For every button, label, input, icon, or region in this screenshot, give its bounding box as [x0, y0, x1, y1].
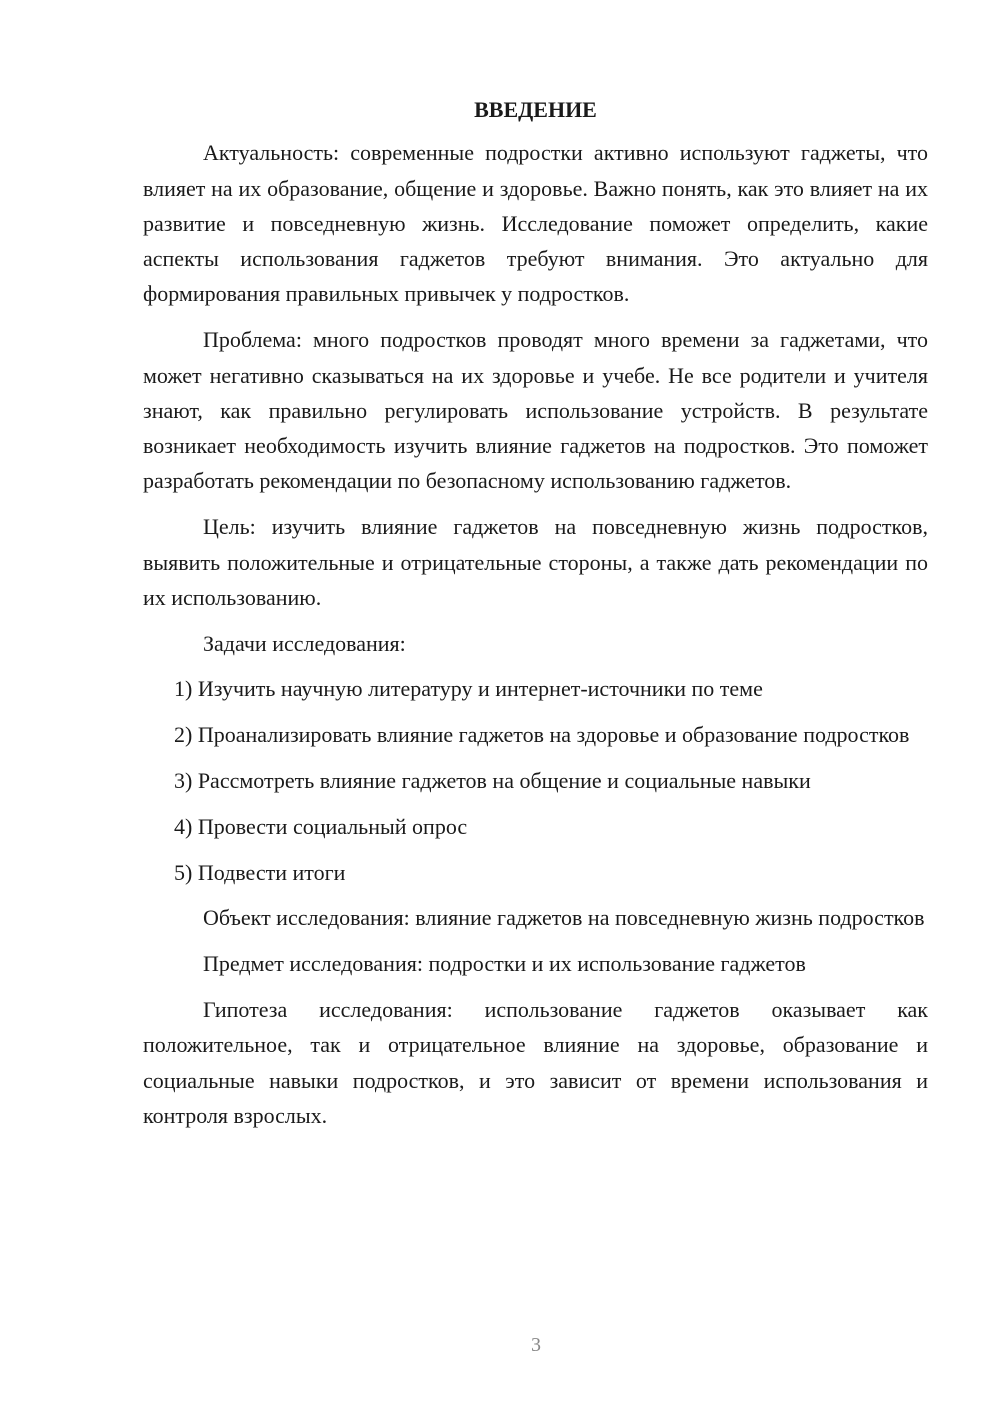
section-title: ВВЕДЕНИЕ	[474, 97, 597, 122]
page-number: 3	[531, 1334, 541, 1356]
document-page	[143, 92, 928, 1144]
paragraph-tasks-heading: Задачи исследования:	[203, 630, 406, 656]
paragraph-subject: Предмет исследования: подростки и их использование гаджетов	[203, 951, 806, 977]
paragraph-relevance: Актуальность: современные подростки активно используют гаджеты, что влияет на их образование, общение и здоровье. Важно понять, как это влияет на их развитие и повседневную жизнь. Исследование поможет определить, какие аспекты использования гаджетов требуют внимания. Это актуально для формирования правильных привычек у подростков.	[143, 140, 928, 307]
task-item: 1) Изучить научную литературу и интернет-источники по теме	[174, 676, 763, 702]
task-item: 3) Рассмотреть влияние гаджетов на общение и социальные навыки	[174, 768, 811, 794]
paragraph-goal: Цель: изучить влияние гаджетов на повседневную жизнь подростков, выявить положительные и отрицательные стороны, а также дать рекомендации по их использованию.	[143, 514, 928, 610]
task-item: 2) Проанализировать влияние гаджетов на здоровье и образование подростков	[174, 722, 910, 748]
paragraph-problem: Проблема: много подростков проводят много времени за гаджетами, что может негативно сказываться на их здоровье и учебе. Не все родители и учителя знают, как правильно регулировать использование устройств. В результате возникает необходимость изучить влияние гаджетов на подростков. Это поможет разработать рекомендации по безопасному использованию гаджетов.	[143, 327, 928, 494]
task-item: 5) Подвести итоги	[174, 859, 346, 885]
paragraph-hypothesis: Гипотеза исследования: использование гаджетов оказывает как положительное, так и отрицательное влияние на здоровье, образование и социальные навыки подростков, и это зависит от времени использования и контроля взрослых.	[143, 997, 928, 1128]
task-item: 4) Провести социальный опрос	[174, 813, 468, 839]
paragraph-object: Объект исследования: влияние гаджетов на повседневную жизнь подростков	[203, 905, 925, 931]
